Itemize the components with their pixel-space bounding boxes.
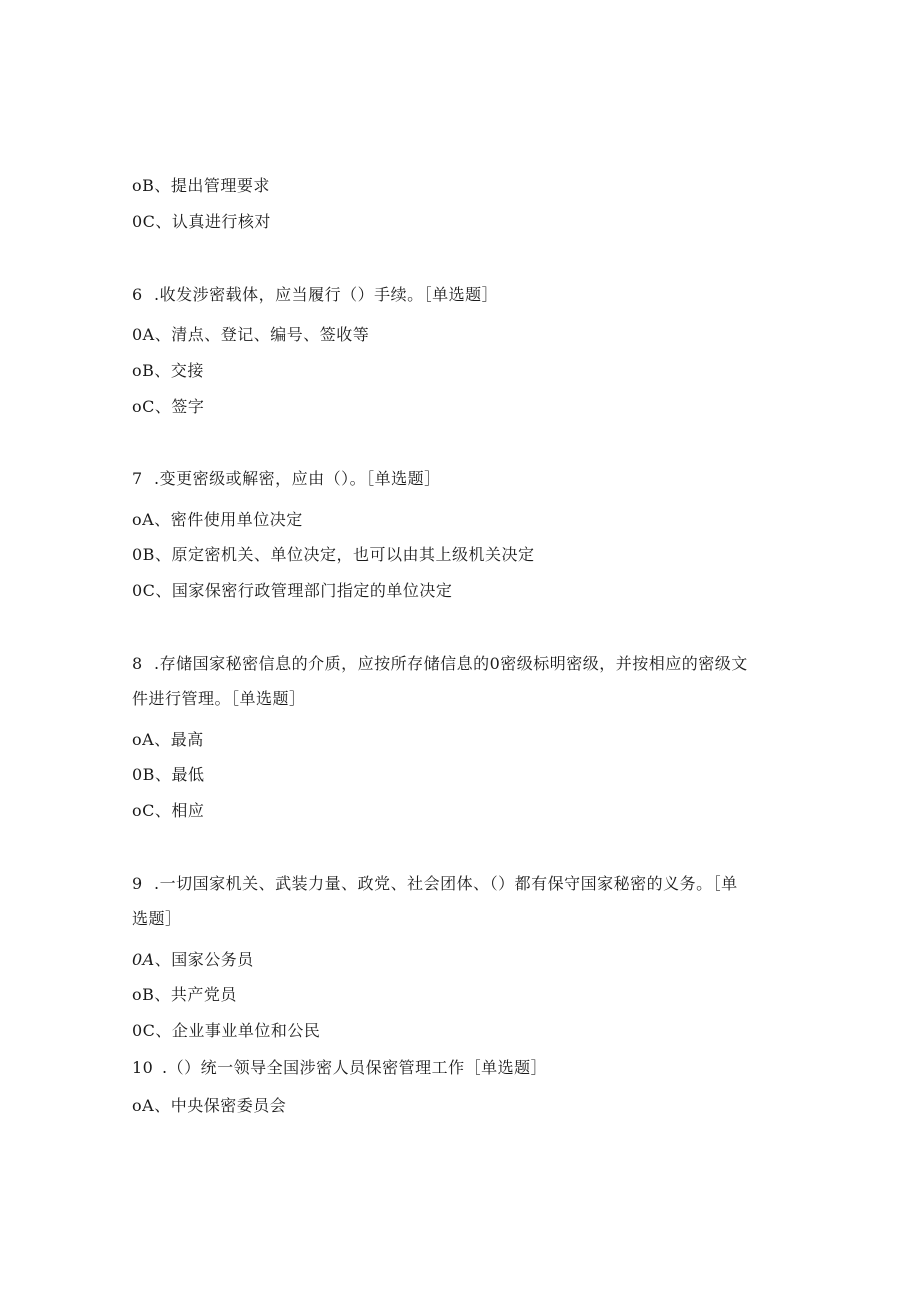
question-number: 7 <box>132 469 143 488</box>
q7-option-b: 0B、原定密机关、单位决定，也可以由其上级机关决定 <box>132 545 535 564</box>
question-8-stem-continued: 件进行管理。［单选题］ <box>132 689 306 708</box>
question-text: .变更密级或解密，应由（）。［单选题］ <box>154 469 441 488</box>
q9-option-c: 0C、企业事业单位和公民 <box>132 1021 321 1040</box>
question-text: .一切国家机关、武装力量、政党、社会团体、（）都有保守国家秘密的义务。［单 <box>154 874 738 893</box>
question-text: .收发涉密载体，应当履行（）手续。［单选题］ <box>154 285 499 304</box>
q6-option-a: 0A、清点、登记、编号、签收等 <box>132 325 370 344</box>
q7-option-c: 0C、国家保密行政管理部门指定的单位决定 <box>132 581 453 600</box>
option-c: 0C、认真进行核对 <box>132 212 271 231</box>
q6-option-b: oB、交接 <box>132 361 204 380</box>
question-number: 6 <box>132 285 143 304</box>
q8-option-b: 0B、最低 <box>132 765 205 784</box>
option-prefix: 0A <box>132 950 155 969</box>
option-text: 、国家公务员 <box>154 950 254 969</box>
q8-option-a: oA、最高 <box>132 730 204 749</box>
question-text: .（）统一领导全国涉密人员保密管理工作［单选题］ <box>162 1058 548 1077</box>
question-number: 8 <box>132 654 143 673</box>
q9-option-b: oB、共产党员 <box>132 985 237 1004</box>
question-number: 10 <box>132 1058 154 1077</box>
q8-option-c: oC、相应 <box>132 801 205 820</box>
q7-option-a: oA、密件使用单位决定 <box>132 510 303 529</box>
question-10-stem <box>132 1058 547 1078</box>
question-number: 9 <box>132 874 143 893</box>
question-9-stem <box>132 874 738 894</box>
question-text: .存储国家秘密信息的介质，应按所存储信息的0密级标明密级，并按相应的密级文 <box>154 654 748 673</box>
question-8-stem <box>132 654 748 674</box>
question-7-stem <box>132 469 441 489</box>
q6-option-c: oC、签字 <box>132 397 205 416</box>
option-b: oB、提出管理要求 <box>132 176 270 195</box>
question-6-stem <box>132 285 498 305</box>
q10-option-a: oA、中央保密委员会 <box>132 1096 287 1115</box>
question-9-stem-continued: 选题］ <box>132 909 182 928</box>
q9-option-a <box>132 950 254 970</box>
